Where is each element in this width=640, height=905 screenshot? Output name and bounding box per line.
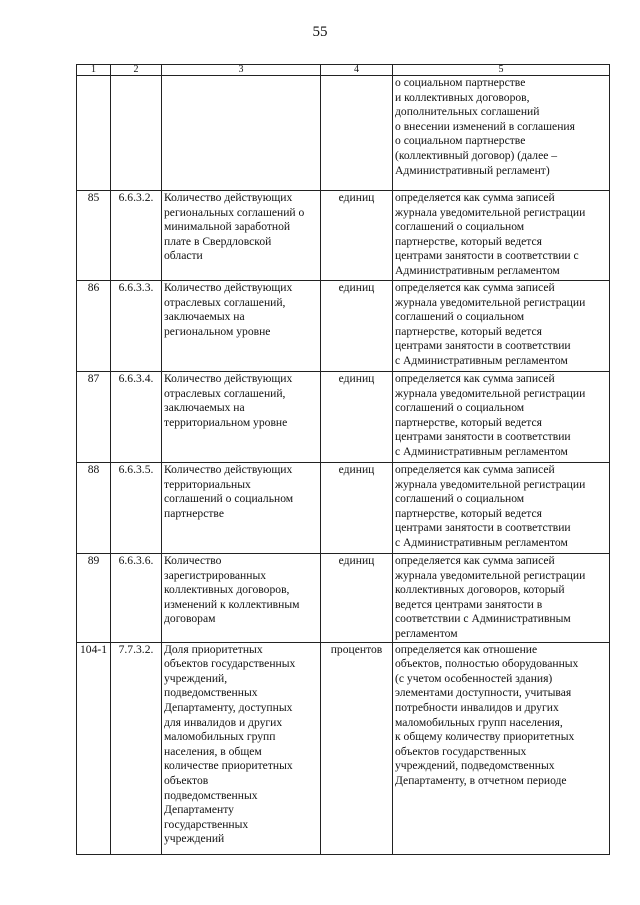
row-number: 87 — [77, 372, 111, 463]
row-number — [77, 76, 111, 191]
row-code: 7.7.3.2. — [111, 642, 162, 854]
col-header-4: 4 — [321, 65, 393, 76]
table-row — [77, 642, 610, 854]
row-unit — [321, 76, 393, 191]
row-method: определяется как сумма записей журнала уведомительной регистрации соглашений о социальном партнерстве, который ведется центрами занятости в соответствии с Административным регламентом — [393, 372, 610, 463]
row-method: определяется как сумма записей журнала уведомительной регистрации соглашений о социальном партнерстве, который ведется центрами занятости в соответствии с Административным регламентом — [393, 463, 610, 554]
row-method: определяется как сумма записей журнала уведомительной регистрации соглашений о социальном партнерстве, который ведется центрами занятости в соответствии с Административным регламентом — [393, 191, 610, 281]
row-unit: единиц — [321, 372, 393, 463]
row-number: 89 — [77, 554, 111, 643]
row-unit: единиц — [321, 281, 393, 372]
row-indicator-name: Количество действующих отраслевых соглашений, заключаемых на территориальном уровне — [162, 372, 321, 463]
row-code: 6.6.3.6. — [111, 554, 162, 643]
indicators-table — [76, 64, 610, 855]
row-number: 104-1 — [77, 642, 111, 854]
row-indicator-name: Количество действующих отраслевых соглашений, заключаемых на региональном уровне — [162, 281, 321, 372]
row-unit: единиц — [321, 463, 393, 554]
row-unit: единиц — [321, 191, 393, 281]
col-header-2: 2 — [111, 65, 162, 76]
row-indicator-name: Доля приоритетных объектов государственных учреждений, подведомственных Департаменту, доступных для инвалидов и других маломобильных групп населения, в общем количестве приоритетных объектов подведомственных Департаменту государственных учреждений — [162, 642, 321, 854]
table-row — [77, 191, 610, 281]
row-unit: единиц — [321, 554, 393, 643]
row-number: 88 — [77, 463, 111, 554]
col-header-3: 3 — [162, 65, 321, 76]
table-row — [77, 463, 610, 554]
table-row — [77, 281, 610, 372]
row-method: о социальном партнерстве и коллективных договоров, дополнительных соглашений о внесении изменений в соглашения о социальном партнерстве (коллективный договор) (далее – Административный регламент) — [393, 76, 610, 191]
table-row — [77, 372, 610, 463]
row-indicator-name — [162, 76, 321, 191]
row-code: 6.6.3.5. — [111, 463, 162, 554]
table-row — [77, 554, 610, 643]
column-number-row — [77, 65, 610, 76]
col-header-1: 1 — [77, 65, 111, 76]
row-number: 85 — [77, 191, 111, 281]
row-code: 6.6.3.3. — [111, 281, 162, 372]
row-code: 6.6.3.2. — [111, 191, 162, 281]
page-number: 55 — [312, 24, 328, 40]
col-header-5: 5 — [393, 65, 610, 76]
row-method: определяется как сумма записей журнала уведомительной регистрации соглашений о социальном партнерстве, который ведется центрами занятости в соответствии с Административным регламентом — [393, 281, 610, 372]
row-code: 6.6.3.4. — [111, 372, 162, 463]
row-indicator-name: Количество зарегистрированных коллективных договоров, изменений к коллективным договорам — [162, 554, 321, 643]
table-row — [77, 76, 610, 191]
row-number: 86 — [77, 281, 111, 372]
row-unit: процентов — [321, 642, 393, 854]
row-indicator-name: Количество действующих территориальных соглашений о социальном партнерстве — [162, 463, 321, 554]
row-method: определяется как отношение объектов, полностью оборудованных (с учетом особенностей здания) элементами доступности, учитывая потребности инвалидов и других маломобильных групп населения, к общему количеству приоритетных объектов государственных учреждений, подведомственных Департаменту, в отчетном периоде — [393, 642, 610, 854]
row-indicator-name: Количество действующих региональных соглашений о минимальной заработной плате в Свердловской области — [162, 191, 321, 281]
row-method: определяется как сумма записей журнала уведомительной регистрации коллективных договоров, который ведется центрами занятости в соответствии с Административным регламентом — [393, 554, 610, 643]
row-code — [111, 76, 162, 191]
